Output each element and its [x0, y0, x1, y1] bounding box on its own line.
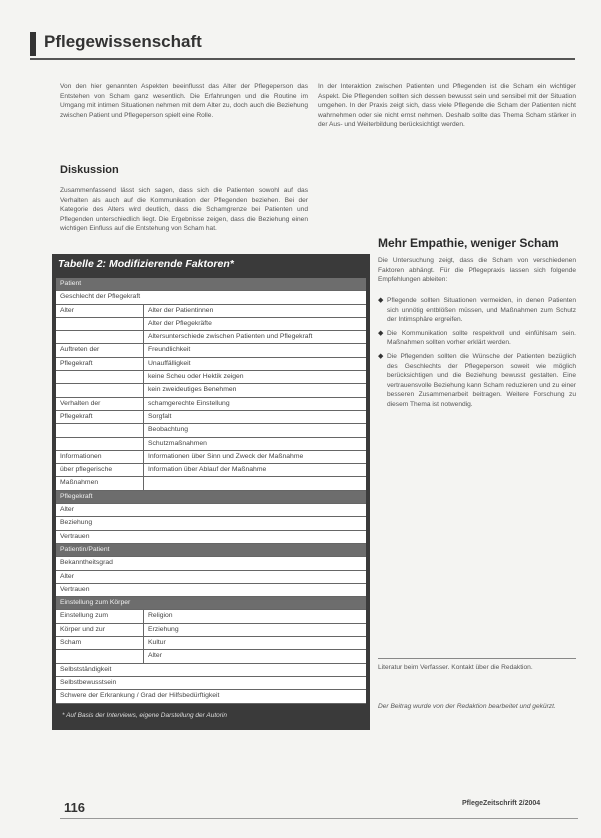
- table-row: [56, 371, 366, 384]
- table-row: [56, 517, 366, 530]
- list-item: [378, 352, 576, 410]
- list-item-text: Die Kommunikation sollte respektvoll und einfühlsam sein. Maßnahmen sollten vorher erklärt werden.: [387, 329, 576, 347]
- right-paragraph-2: Die Untersuchung zeigt, dass die Scham von verschiedenen Faktoren abhängt. Für die Pflegepraxis lassen sich folgende Empfehlungen ableiten:: [378, 257, 576, 284]
- table-cell-factor: Beobachtung: [148, 426, 189, 434]
- table-cell-factor: Religion: [148, 612, 173, 620]
- table-cell-category: Scham: [56, 637, 144, 649]
- footer-rule: [60, 818, 578, 819]
- table-cell-category: Vertrauen: [60, 585, 90, 593]
- table-cell-category: [56, 371, 144, 383]
- table-cell-category: Maßnahmen: [56, 477, 144, 489]
- diamond-bullet-icon: ◆: [378, 297, 384, 304]
- table-cell-category: Bekanntheitsgrad: [60, 559, 113, 567]
- table-row: [56, 571, 366, 584]
- page-number: 116: [64, 800, 85, 815]
- heading-diskussion: Diskussion: [60, 164, 119, 176]
- table-cell-category: Beziehung: [60, 519, 93, 527]
- table-cell-category: Auftreten der: [56, 344, 144, 356]
- table-cell-category: Informationen: [56, 451, 144, 463]
- table-cell-factor: Kultur: [148, 639, 166, 647]
- table-cell-factor: Unauffälligkeit: [148, 359, 191, 367]
- table-cell-category: Pflegekraft: [60, 492, 93, 500]
- journal-footer: PflegeZeitschrift 2/2004: [462, 800, 541, 807]
- table-row: [56, 557, 366, 570]
- table-cell-category: Patientin/Patient: [60, 545, 110, 553]
- table-row: [56, 584, 366, 597]
- diamond-bullet-icon: ◆: [378, 352, 384, 360]
- right-paragraph-1: In der Interaktion zwischen Patienten und Pflegenden ist die Scham ein wichtiger Aspekt. Die Pflegenden sollten sich dessen bewusst sein und sensibel mit der Situation umgehen. In der Praxis zeigt sich, dass viele Pflegende die Scham der Patienten nicht wahrnehmen oder sie nicht ernst nehmen. Deshalb sollte das Thema Scham stärker in der Aus- und Weiterbildung berücksichtigt werden.: [318, 83, 576, 129]
- factors-table: [52, 254, 370, 730]
- table-group-row: [56, 597, 366, 610]
- table-cell-factor: kein zweideutiges Benehmen: [148, 386, 237, 394]
- table-cell-category: über pflegerische: [56, 464, 144, 476]
- table-cell-category: Alter: [60, 506, 74, 514]
- left-paragraph-1: Von den hier genannten Aspekten beeinflusst das Alter der Pflegeperson das Entstehen von Scham ganz wesentlich. Die Erfahrungen und die Routine im Umgang mit intimen Situationen nehmen mit dem Alter zu, doch auch die Beziehung zwischen Patient und Pflegeperson spielt eine Rolle.: [60, 83, 308, 119]
- heading-empathie: Mehr Empathie, weniger Scham: [378, 236, 559, 250]
- left-paragraph-2: Zusammenfassend lässt sich sagen, dass sich die Patienten sowohl auf das Verhalten als auch auf die Kommunikation der Pflegenden beziehen. Bei der Kategorie des Alters wird deutlich, dass die Schamgrenze bei Patienten und Pflegenden unterschiedlich liegt. Die Ergebnisse zeigen, dass die Beziehung einen wichtigen Einfluss auf die Entstehung von Scham hat.: [60, 187, 308, 233]
- table-body: [56, 278, 366, 704]
- table-row: [56, 690, 366, 703]
- table-group-row: [56, 278, 366, 291]
- table-row: [56, 291, 366, 304]
- table-cell-factor: Informationen über Sinn und Zweck der Maßnahme: [148, 452, 304, 460]
- table-row: [56, 411, 366, 424]
- table-cell-category: Schwere der Erkrankung / Grad der Hilfsbedürftigkeit: [60, 692, 220, 700]
- table-cell-factor: Altersunterschiede zwischen Patienten und Pflegekraft: [148, 333, 313, 341]
- reference-text: Literatur beim Verfasser. Kontakt über die Redaktion.: [378, 664, 533, 671]
- recommendation-list: [378, 296, 576, 414]
- table-row: [56, 398, 366, 411]
- table-cell-category: Einstellung zum: [56, 610, 144, 622]
- table-row: [56, 451, 366, 464]
- table-row: [56, 504, 366, 517]
- header-bar: [30, 32, 36, 56]
- table-cell-factor: Alter der Patientinnen: [148, 306, 214, 314]
- section-title: Pflegewissenschaft: [44, 32, 202, 51]
- page-header: [30, 28, 575, 54]
- table-row: [56, 358, 366, 371]
- table-row: [56, 664, 366, 677]
- table-cell-category: Vertrauen: [60, 532, 90, 540]
- table-cell-category: Pflegekraft: [56, 358, 144, 370]
- table-cell-category: [56, 650, 144, 662]
- table-footnote: * Auf Basis der Interviews, eigene Darstellung der Autorin: [62, 712, 227, 719]
- list-item: [378, 296, 576, 325]
- table-row: [56, 464, 366, 477]
- table-cell-category: Alter: [60, 572, 74, 580]
- table-cell-category: Selbstbewusstsein: [60, 678, 117, 686]
- table-cell-category: Selbstständigkeit: [60, 665, 112, 673]
- reference-box: [378, 658, 576, 673]
- list-item-text: Pflegende sollten Situationen vermeiden, in denen Patienten sich unnötig entblößen müssen, und Maßnahmen zum Schutz der Intimsphäre ergreifen.: [387, 297, 576, 324]
- table-cell-factor: Sorgfalt: [148, 412, 172, 420]
- table-row: [56, 677, 366, 690]
- divider: [378, 658, 576, 659]
- table-cell-category: [56, 331, 144, 343]
- table-group-row: [56, 491, 366, 504]
- table-cell-category: Pflegekraft: [56, 411, 144, 423]
- table-cell-category: Verhalten der: [56, 398, 144, 410]
- diamond-bullet-icon: ◆: [378, 329, 384, 337]
- table-cell-category: [56, 438, 144, 450]
- table-cell-category: Körper und zur: [56, 624, 144, 636]
- table-cell-factor: Alter: [148, 652, 162, 660]
- table-cell-category: Patient: [60, 280, 82, 287]
- table-cell-category: [56, 424, 144, 436]
- editor-note: Der Beitrag wurde von der Redaktion bearbeitet und gekürzt.: [378, 703, 556, 710]
- table-row: [56, 438, 366, 451]
- table-row: [56, 344, 366, 357]
- table-row: [56, 305, 366, 318]
- table-row: [56, 424, 366, 437]
- table-row: [56, 331, 366, 344]
- table-cell-factor: Schutzmaßnahmen: [148, 439, 207, 447]
- table-group-row: [56, 544, 366, 557]
- table-row: [56, 650, 366, 663]
- table-row: [56, 318, 366, 331]
- table-row: [56, 384, 366, 397]
- table-cell-category: [56, 318, 144, 330]
- table-cell-factor: Erziehung: [148, 625, 179, 633]
- table-cell-factor: Freundlichkeit: [148, 346, 191, 354]
- table-cell-factor: Information über Ablauf der Maßnahme: [148, 466, 267, 474]
- table-row: [56, 624, 366, 637]
- table-row: [56, 610, 366, 623]
- table-row: [56, 531, 366, 544]
- list-item: [378, 329, 576, 348]
- table-cell-factor: [144, 477, 366, 489]
- table-row: [56, 637, 366, 650]
- header-rule: [30, 58, 575, 60]
- table-cell-category: Einstellung zum Körper: [60, 599, 131, 607]
- table-cell-factor: schamgerechte Einstellung: [148, 399, 230, 407]
- table-title: Tabelle 2: Modifizierende Faktoren*: [58, 258, 234, 270]
- table-row: [56, 477, 366, 490]
- list-item-text: Die Pflegenden sollten die Wünsche der Patienten bezüglich des Geschlechts der Pflegeperson soweit wie möglich berücksichtigen und die Beziehung bewusst gestalten. Eine vertrauensvolle Beziehung kann Scham reduzieren und zu einer besseren Zusammenarbeit beitragen. Weitere Forschung zu diesem Thema ist notwendig.: [387, 352, 576, 408]
- table-cell-factor: Alter der Pflegekräfte: [148, 319, 212, 327]
- table-cell-factor: keine Scheu oder Hektik zeigen: [148, 373, 244, 381]
- table-cell-category: Alter: [56, 305, 144, 317]
- table-cell-category: [56, 384, 144, 396]
- table-cell-category: Geschlecht der Pflegekraft: [60, 293, 141, 301]
